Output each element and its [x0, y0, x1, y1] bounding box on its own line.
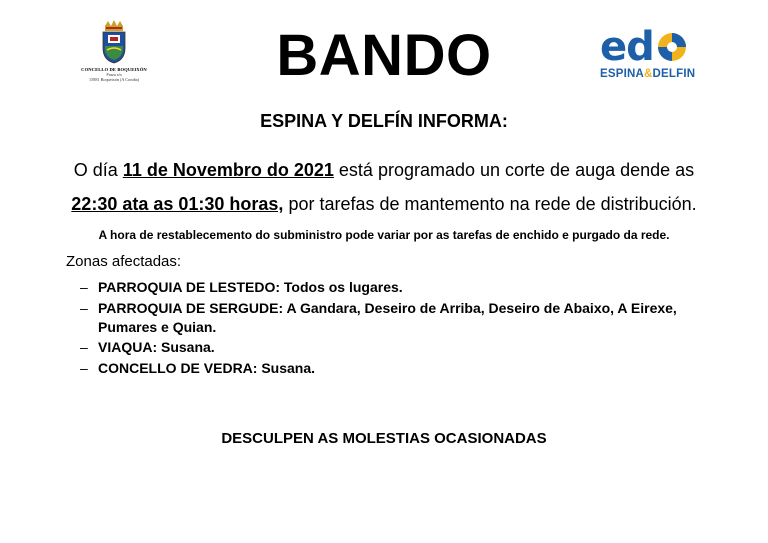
outage-time: 22:30 ata as 01:30 horas, [71, 194, 284, 214]
list-item: – CONCELLO DE VEDRA: Susana. [80, 359, 316, 376]
brand-circle-icon [656, 31, 688, 63]
brand-logo-text: ed [600, 24, 654, 70]
brand-logo [600, 24, 710, 80]
list-item: – PARROQUIA DE LESTEDO: Todos os lugares. [80, 279, 403, 295]
zones-label: Zonas afectadas: [66, 253, 182, 270]
brand-name: ESPINA&DELFIN [600, 68, 696, 80]
affected-zones-list [76, 278, 716, 379]
restoration-note: A hora de restablecemento do subministro pode variar por as tarefas de enchido e purgado da rede. [98, 228, 670, 242]
outage-date: 11 de Novembro do 2021 [122, 160, 334, 180]
notice-heading: ESPINA Y DELFÍN INFORMA: [260, 111, 508, 131]
page-title: BANDO [276, 23, 492, 88]
municipality-address-line2: 15881 Boqueixón (A Coruña) [89, 77, 139, 83]
apology-footer: DESCULPEN AS MOLESTIAS OCASIONADAS [221, 430, 547, 447]
brand-ampersand: & [644, 68, 653, 80]
list-item: – VIAQUA: Susana. [80, 339, 215, 355]
list-item: – PARROQUIA DE SERGUDE: A Gandara, Deseiro de Arriba, Deseiro de Abaixo, A Eirexe, Pumares e Quian. [80, 299, 677, 335]
municipality-address-line1: Praza s/n [106, 72, 122, 77]
notice-line-time: 22:30 ata as 01:30 horas, por tarefas de mantemento na rede de distribución. [71, 194, 697, 214]
notice-line-date: O día 11 de Novembro do 2021 está programado un corte de auga dende as [73, 160, 695, 180]
municipality-name: CONCELLO DE BOQUEIXÓN [81, 67, 147, 72]
